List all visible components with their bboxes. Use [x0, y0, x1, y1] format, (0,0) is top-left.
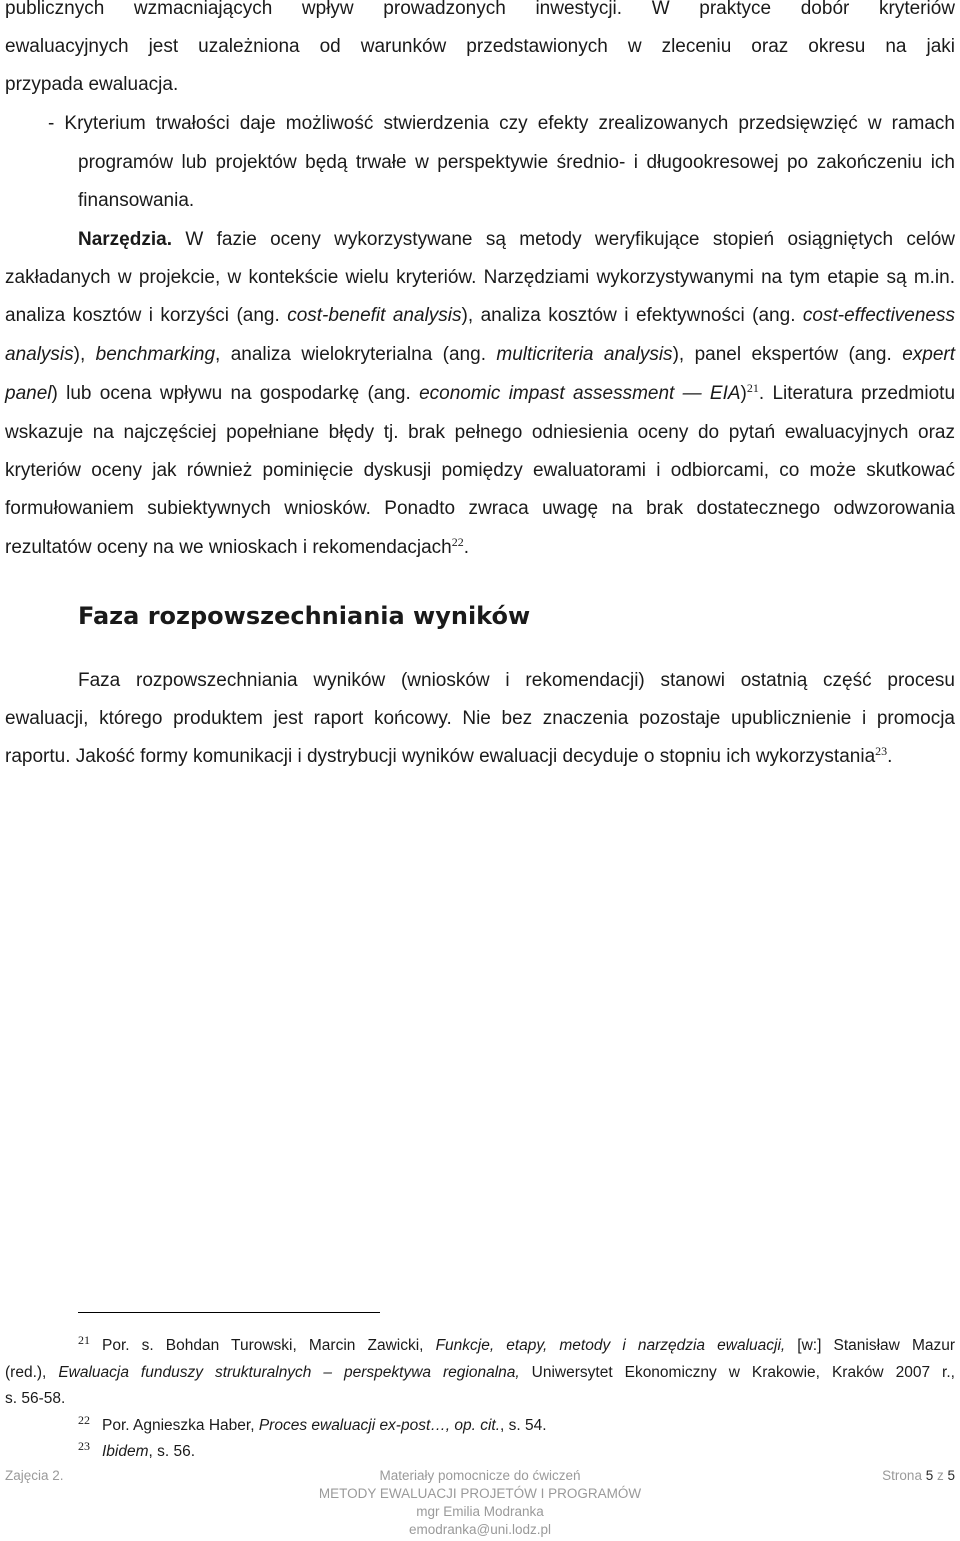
body-line: [5, 383, 955, 405]
text: zakładanych w projekcie, w kontekście wielu kryteriów. Narzędziami wykorzystywanymi na tym etapie są m.in.: [5, 267, 955, 288]
footer-line: mgr Emilia Modranka: [416, 1504, 544, 1519]
text: z: [933, 1468, 948, 1483]
body-line: [5, 422, 955, 444]
footnote-ref-22[interactable]: 22: [451, 535, 464, 549]
text: formułowaniem subiektywnych wniosków. Ponadto zwraca uwagę na brak dostatecznego odwzorowania: [5, 498, 955, 519]
body-line: [5, 537, 955, 559]
text: Faza rozpowszechniania wyników (wniosków i rekomendacji) stanowi ostatnią część procesu: [78, 670, 955, 691]
body-line: [5, 498, 955, 520]
section-heading: Faza rozpowszechniania wyników: [78, 602, 531, 630]
italic-title: Ewaluacja funduszy strukturalnych – perspektywa regionalna,: [58, 1364, 520, 1381]
footnote-separator: [78, 1312, 380, 1313]
body-line: [5, 74, 955, 96]
total-pages: 5: [947, 1468, 955, 1483]
footer-center: [0, 1467, 960, 1539]
text: Por. s. Bohdan Turowski, Marcin Zawicki,: [102, 1337, 436, 1354]
body-line: [5, 36, 955, 58]
bold-term: Narzędzia.: [78, 229, 172, 250]
text: ), panel ekspertów (ang.: [672, 344, 903, 365]
body-line: [78, 229, 955, 251]
text: ) lub ocena wpływu na gospodarkę (ang.: [51, 383, 420, 404]
text: W fazie oceny wykorzystywane są metody weryfikujące stopień osiągniętych celów: [171, 229, 955, 250]
footnote-21-cont: [5, 1389, 955, 1408]
italic-term: panel: [5, 383, 52, 404]
footnote-23: [78, 1439, 955, 1461]
text: Strona: [882, 1468, 926, 1483]
italic-term: benchmarking: [95, 344, 216, 365]
body-line: [5, 305, 955, 327]
body-line: [78, 190, 955, 212]
body-line: [78, 152, 955, 174]
text: rezultatów oceny na we wnioskach i rekomendacjach: [5, 537, 452, 558]
footnote-ref-21[interactable]: 21: [746, 381, 759, 395]
text: Por. Agnieszka Haber,: [102, 1417, 259, 1434]
footer-line: Materiały pomocnicze do ćwiczeń: [379, 1468, 581, 1483]
text: kryteriów oceny jak również pominięcie dyskusji pomiędzy ewaluatorami i odbiorcami, co może skutkować: [5, 460, 955, 481]
italic-term: multicriteria analysis: [496, 344, 673, 365]
text: .: [887, 746, 893, 767]
footer-line: emodranka@uni.lodz.pl: [408, 1522, 552, 1537]
footnote-ref-23[interactable]: 23: [875, 744, 888, 758]
italic-title: Funkcje, etapy, metody i narzędzia ewaluacji,: [435, 1337, 786, 1354]
text: , s. 54.: [500, 1417, 547, 1434]
body-line: [5, 708, 955, 730]
italic-term: analysis: [5, 344, 74, 365]
body-line: [78, 670, 955, 692]
body-line: [5, 344, 955, 366]
body-line: [5, 746, 955, 768]
body-line: [5, 460, 955, 482]
text: wskazuje na najczęściej popełniane błędy tj. brak pełnego odniesienia oceny do pytań ewaluacyjnych oraz: [5, 422, 955, 443]
text: ), analiza kosztów i efektywności (ang.: [461, 305, 803, 326]
footnote-number: 21: [78, 1333, 90, 1347]
text: publicznych wzmacniających wpływ prowadzonych inwestycji. W praktyce dobór kryteriów: [5, 0, 955, 19]
text: ewaluacji, którego produktem jest raport końcowy. Nie bez znaczenia pozostaje upublicznienie i promocja: [5, 708, 955, 729]
text: Uniwersytet Ekonomiczny w Krakowie, Kraków 2007 r.,: [519, 1364, 955, 1381]
footnote-number: 22: [78, 1413, 90, 1427]
footer-page-number: [882, 1467, 955, 1485]
text: .: [463, 537, 470, 558]
text: (red.),: [5, 1364, 59, 1381]
body-line: [48, 113, 955, 135]
italic-term: economic impast assessment — EIA: [419, 383, 741, 404]
italic-term: cost-effectiveness: [802, 305, 955, 326]
italic-term: cost-benefit analysis: [287, 305, 462, 326]
text: ): [740, 383, 747, 404]
footnote-number: 23: [78, 1439, 90, 1453]
text: raportu. Jakość formy komunikacji i dystrybucji wyników ewaluacji decyduje o stopniu ich wykorzystania: [5, 746, 876, 767]
text: analiza kosztów i korzyści (ang.: [5, 305, 288, 326]
body-line: [5, 0, 955, 20]
footer-left: Zajęcia 2.: [5, 1468, 64, 1483]
italic-term: expert: [902, 344, 955, 365]
current-page: 5: [925, 1468, 934, 1483]
text: s. 56-58.: [5, 1390, 66, 1407]
text: , analiza wielokryterialna (ang.: [215, 344, 497, 365]
text: przypada ewaluacja.: [5, 74, 179, 95]
footer-line: METODY EWALUACJI PROJETÓW I PROGRAMÓW: [318, 1486, 642, 1501]
text: ewaluacyjnych jest uzależniona od warunków przedstawionych w zleceniu oraz okresu na jaki: [5, 36, 955, 57]
italic-title: Ibidem: [102, 1443, 149, 1460]
text: ),: [73, 344, 96, 365]
footnote-22: [78, 1413, 955, 1435]
body-line: [5, 267, 955, 289]
text: . Literatura przedmiotu: [758, 383, 956, 404]
text: [w:] Stanisław Mazur: [785, 1337, 956, 1354]
text: programów lub projektów będą trwałe w perspektywie średnio- i długookresowej po zakończeniu ich: [78, 152, 955, 173]
text: , s. 56.: [148, 1443, 196, 1460]
footnote-21: [78, 1333, 956, 1355]
italic-title: Proces ewaluacji ex-post…, op. cit.: [258, 1417, 501, 1434]
text: finansowania.: [78, 190, 195, 211]
text: - Kryterium trwałości daje możliwość stwierdzenia czy efekty zrealizowanych przedsięwzięć w ramach: [48, 113, 955, 134]
footnote-21-cont: [5, 1363, 955, 1382]
